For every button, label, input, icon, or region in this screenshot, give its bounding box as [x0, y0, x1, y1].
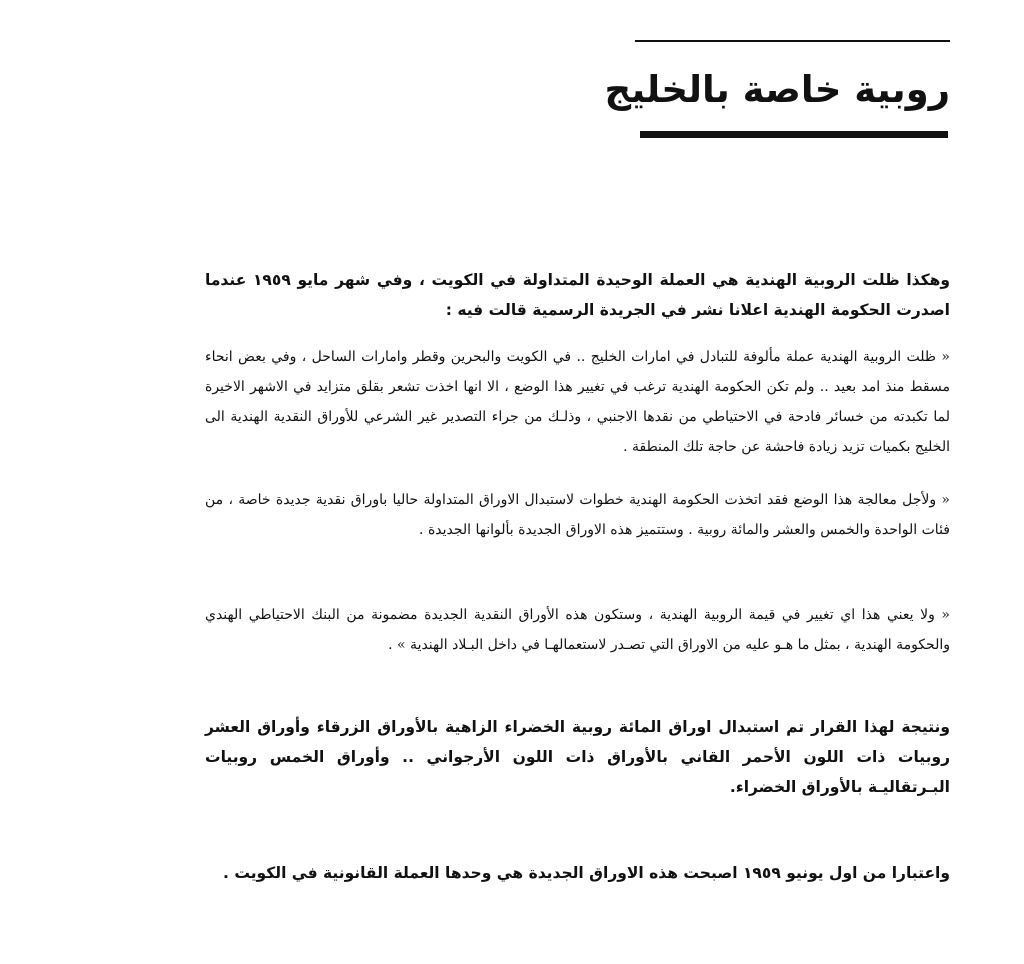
- page-title: روبية خاصة بالخليج: [604, 68, 950, 111]
- quote-paragraph-3: « ولا يعني هذا اي تغيير في قيمة الروبية الهندية ، وستكون هذه الأوراق النقدية الجديدة مضمونة من البنك الاحتياطي الهندي والحكومة الهندية ، بمثل ما هـو عليه من الاوراق التي تصـدر لاستعمالهـا في داخل البـلاد الهندية » .: [205, 607, 950, 653]
- result-paragraph: ونتيجة لهذا القرار تم استبدال اوراق المائة روبية الخضراء الزاهية بالأوراق الزرقاء وأوراق العشر روبيات ذات اللون الأحمر القاني بالأوراق ذات اللون الأرجواني .. وأوراق الخمس روبيات البـرتقاليـة بالأوراق الخضراء.: [205, 718, 950, 796]
- quote-paragraph-1: « ظلت الروبية الهندية عملة مألوفة للتبادل في امارات الخليج .. في الكويت والبحرين وقطر وامارات الساحل ، وفي بعض انحاء مسقط منذ امد بعيد .. ولم تكن الحكومة الهندية ترغب في تغيير هذا الوضع ، الا انها اخذت تشعر بقلق متزايد في الاشهر الاخيرة لما تكبدته من خسائر فادحة في الاحتياطي من نقدها الاجنبي ، وذلـك من جراء التصدير غير الشرعي للأوراق النقدية الهندية الى الخليج بكميات تزيد زيادة فاحشة عن حاجة تلك المنطقة .: [205, 349, 950, 455]
- intro-paragraph: وهكذا ظلت الروبية الهندية هي العملة الوحيدة المتداولة في الكويت ، وفي شهر مايو ١٩٥٩ عندما اصدرت الحكومة الهندية اعلانا نشر في الجريدة الرسمية قالت فيه :: [205, 271, 950, 319]
- quote-paragraph-2: « ولأجل معالجة هذا الوضع فقد اتخذت الحكومة الهندية خطوات لاستبدال الاوراق المتداولة حاليا باوراق نقدية جديدة خاصة ، من فئات الواحدة والخمس والعشر والمائة روبية . وستتميز هذه الاوراق الجديدة بألوانها الجديدة .: [205, 492, 950, 538]
- title-top-rule: [635, 40, 950, 42]
- final-paragraph: واعتبارا من اول يونيو ١٩٥٩ اصبحت هذه الاوراق الجديدة هي وحدها العملة القانونية في الكويت .: [223, 864, 950, 882]
- title-bottom-rule: [640, 131, 948, 138]
